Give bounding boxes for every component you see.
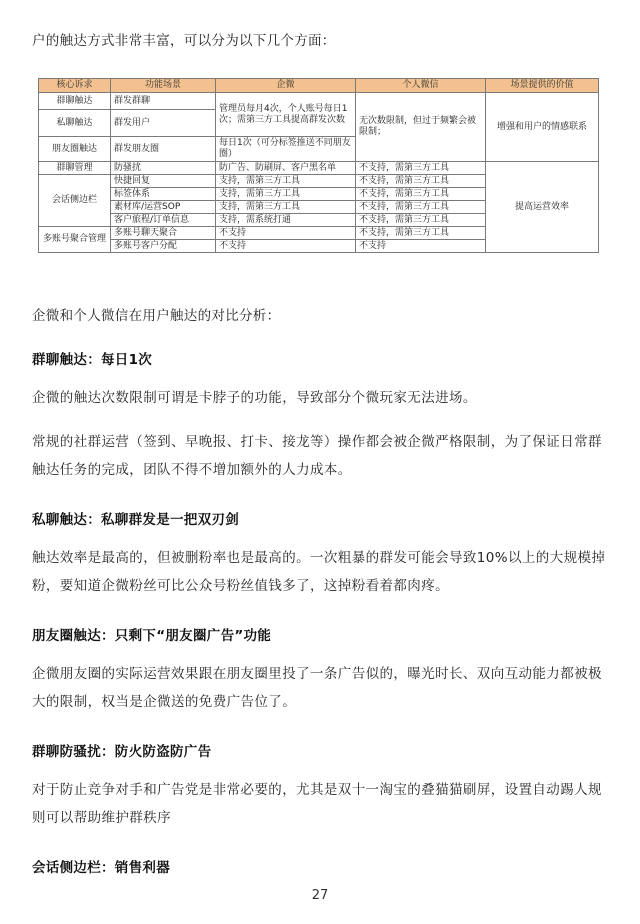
header-personal-wechat: 个人微信 [356,79,486,93]
cell-personal: 不支持，需第三方工具 [356,227,486,240]
paragraph: 企微的触达次数限制可谓是卡脖子的功能，导致部分个微玩家无法进场。 [32,390,477,406]
cell-scene: 群发朋友圈 [111,137,216,162]
cell-value-merged: 提高运营效率 [486,162,599,253]
section-heading: 会话侧边栏：销售利器 [32,860,170,876]
cell-personal: 不支持，需第三方工具 [356,162,486,175]
section-heading: 群聊触达：每日1次 [32,352,153,368]
cell-qiwei: 每日1次（可分标签推送不同朋友圈） [216,137,356,162]
cell-qiwei: 支持，需第三方工具 [216,201,356,214]
cell-core: 多账号聚合管理 [39,227,111,253]
cell-scene: 多账号客户分配 [111,240,216,253]
cell-personal: 不支持，需第三方工具 [356,175,486,188]
cell-scene: 客户旅程/订单信息 [111,214,216,227]
analysis-intro: 企微和个人微信在用户触达的对比分析： [32,308,281,324]
table-row [39,162,599,175]
cell-core: 私聊触达 [39,110,111,137]
cell-value-merged: 增强和用户的情感联系 [486,93,599,162]
cell-qiwei: 支持，需第三方工具 [216,188,356,201]
comparison-table [38,78,599,253]
table-header-row [39,79,599,93]
section-heading: 群聊防骚扰：防火防盗防广告 [32,744,212,760]
cell-scene: 防骚扰 [111,162,216,175]
cell-qiwei: 支持，需第三方工具 [216,175,356,188]
cell-scene: 素材库/运营SOP [111,201,216,214]
header-value: 场景提供的价值 [486,79,599,93]
cell-core: 群聊触达 [39,93,111,110]
section-heading: 朋友圈触达：只剩下“朋友圈广告”功能 [32,628,272,644]
cell-scene: 群发群聊 [111,93,216,110]
paragraph: 触达效率是最高的，但被删粉率也是最高的。一次粗暴的群发可能会导致10%以上的大规模掉粉，要知道企微粉丝可比公众号粉丝值钱多了，这掉粉看着都肉疼。 [32,550,606,594]
cell-personal: 不支持，需第三方工具 [356,201,486,214]
cell-personal-merged: 无次数限制，但过于频繁会被限制； [356,93,486,162]
cell-qiwei: 防广告、防刷屏、客户黑名单 [216,162,356,175]
cell-qiwei: 支持，需系统打通 [216,214,356,227]
cell-qiwei: 不支持 [216,240,356,253]
cell-qiwei: 不支持 [216,227,356,240]
cell-scene: 多账号聊天聚合 [111,227,216,240]
cell-qiwei: 管理员每月4次，个人账号每日1次；需第三方工具提高群发次数 [216,93,356,137]
page-number: 27 [311,888,329,903]
header-scene: 功能场景 [111,79,216,93]
cell-core: 会话侧边栏 [39,175,111,227]
intro-text: 户的触达方式非常丰富，可以分为以下几个方面： [32,33,336,49]
cell-personal: 不支持，需第三方工具 [356,188,486,201]
header-core: 核心诉求 [39,79,111,93]
cell-personal: 不支持，需第三方工具 [356,214,486,227]
paragraph: 常规的社群运营（签到、早晚报、打卡、接龙等）操作都会被企微严格限制，为了保证日常群触达任务的完成，团队不得不增加额外的人力成本。 [32,434,602,478]
table-row [39,93,599,110]
cell-core: 群聊管理 [39,162,111,175]
header-qiwei: 企微 [216,79,356,93]
cell-core: 朋友圈触达 [39,137,111,162]
cell-scene: 标签体系 [111,188,216,201]
paragraph: 对于防止竞争对手和广告党是非常必要的，尤其是双十一淘宝的叠猫猫刷屏，设置自动踢人规则可以帮助维护群秩序 [32,782,602,826]
cell-scene: 群发用户 [111,110,216,137]
cell-personal: 不支持 [356,240,486,253]
comparison-table-wrapper [38,78,598,253]
cell-scene: 快捷回复 [111,175,216,188]
section-heading: 私聊触达：私聊群发是一把双刃剑 [32,512,239,528]
paragraph: 企微朋友圈的实际运营效果跟在朋友圈里投了一条广告似的，曝光时长、双向互动能力都被极大的限制，权当是企微送的免费广告位了。 [32,666,602,710]
